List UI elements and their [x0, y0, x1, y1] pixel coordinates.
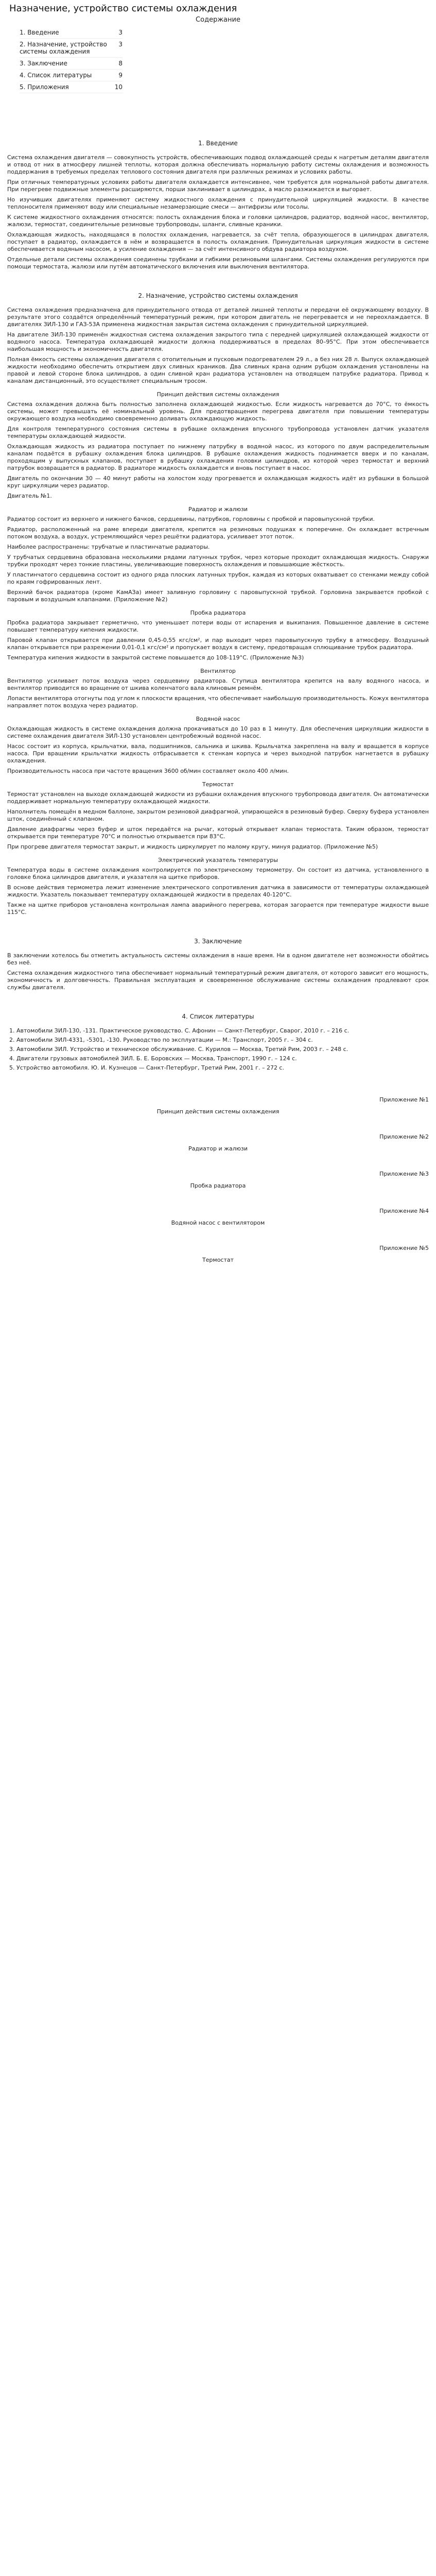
paragraph: Система охлаждения должна быть полностью заполнена охлаждающей жидкостью. Если жидкость нагревается до 70°С, то ёмкость системы, может превышать её номинальный уровень. Для предотвращения перегрева двигателя при повышении температуры окружающего воздуха необходимо своевременно доливать охлаждающую жидкость. — [7, 401, 429, 422]
paragraph: При отличных температурных условиях работы двигателя охлаждается интенсивнее, чем требуется для нормальной работы двигателя. При перегреве подвижные элементы расширяются, порши заклинивает в цилиндрах, а масло разжижается и выгорает. — [7, 179, 429, 193]
toc-item-label: 5. Приложения — [20, 83, 69, 91]
document-title: Назначение, устройство системы охлаждения — [9, 3, 237, 14]
document-page — [0, 3, 436, 2576]
appendix-title: Термостат — [202, 1257, 234, 1263]
subsection-heading: Водяной насос — [196, 716, 240, 722]
reference-item: 4. Двигатели грузовых автомобилей ЗИЛ. Б. Е. Боровских — Москва, Транспорт, 1990 г. – 124 с. — [16, 1055, 429, 1062]
paragraph: Радиатор, расположенный на раме впереди двигателя, крепится на резиновых подушках к поперечине. Он охлаждает встречным потоком воздуха, а воздух, устремляющийся через решётки радиатора, усиливает этот поток. — [7, 526, 429, 540]
paragraph: В заключении хотелось бы отметить актуальность системы охлаждения в наше время. Ни в одном двигателе нет возможности обойтись без неё. — [7, 952, 429, 966]
paragraph: Производительность насоса при частоте вращения 3600 об/мин составляет около 400 л/мин. — [7, 768, 289, 774]
paragraph: Система охлаждения жидкостного типа обеспечивает нормальный температурный режим двигателя, от которого зависит его мощность, экономичность и долговечность. Правильная эксплуатация и своевременное обслуживание системы охлаждения продлевают срок службы двигателя. — [7, 970, 429, 991]
reference-list — [16, 1027, 429, 1072]
paragraph: Паровой клапан открывается при давлении 0,45-0,55 кгс/см², и пар выходит через паровыпускную трубку в атмосферу. Воздушный клапан открывается при разрежении 0,01-0,1 кгс/см² и пропускает воздух в систему, предотвращая сплющивание трубок радиатора. — [7, 637, 429, 651]
toc-item[interactable] — [20, 39, 123, 58]
appendix-title: Водяной насос с вентилятором — [171, 1219, 265, 1226]
appendix-label: Приложение №5 — [379, 1245, 429, 1251]
paragraph: Наиболее распространены: трубчатые и пластинчатые радиаторы. — [7, 544, 210, 550]
paragraph: Двигатель по окончании 30 — 40 минут работы на холостом ходу прогревается и охлаждающая жидкость идёт из рубашки в большой круг циркуляции через радиатор. — [7, 475, 429, 489]
paragraph: Вентилятор усиливает поток воздуха через сердцевину радиатора. Ступица вентилятора крепится на валу водяного насоса, и вентилятор приводится во вращение от шкива коленчатого вала клиновым ремнём. — [7, 677, 429, 691]
paragraph: Лопасти вентилятора отогнуты под углом к плоскости вращения, что обеспечивает наибольшую производительность. Кожух вентилятора направляет поток воздуха через радиатор. — [7, 695, 429, 709]
paragraph: У пластинчатого сердцевина состоит из одного ряда плоских латунных трубок, каждая из которых охватывает со стенками между собой по краям гофрированных лент. — [7, 571, 429, 585]
toc-item-label: 3. Заключение — [20, 60, 67, 67]
toc-item[interactable] — [20, 70, 123, 81]
subsection-heading: Пробка радиатора — [190, 609, 246, 616]
table-of-contents — [20, 27, 123, 93]
reference-item: 1. Автомобили ЗИЛ-130, -131. Практическое руководство. С. Афонин — Санкт-Петербург, Сварог, 2010 г. – 216 с. — [16, 1027, 429, 1035]
toc-item-page: 8 — [118, 60, 123, 67]
paragraph: Температура кипения жидкости в закрытой системе повышается до 108-119°С. (Приложение №3) — [7, 654, 304, 661]
paragraph: Система охлаждения предназначена для принудительного отвода от деталей лишней теплоты и передачи её окружающему воздуху. В результате этого создаётся определённый температурный режим, при котором двигатель не перегревается и не переохлаждается. В двигателях ЗИЛ-130 и ГАЗ-53А применена жидкостная закрытая система охлаждения с принудительной циркуляцией. — [7, 307, 429, 328]
paragraph: Также на щитке приборов установлена контрольная лампа аварийного перегрева, которая загорается при температуре жидкости выше 115°С. — [7, 902, 429, 916]
appendix-label: Приложение №1 — [379, 1096, 429, 1103]
toc-item-label: 4. Список литературы — [20, 72, 92, 79]
appendix-title: Принцип действия системы охлаждения — [156, 1108, 280, 1115]
paragraph: В основе действия термометра лежит изменение электрического сопротивления датчика в зависимости от температуры охлаждающей жидкости. Указатель показывает температуру охлаждающей жидкости в пределах 40-120°С. — [7, 884, 429, 898]
section-title-intro: 1. Введение — [198, 140, 238, 147]
subsection-heading: Вентилятор — [200, 668, 236, 674]
paragraph: К системе жидкостного охлаждения относятся: полость охлаждения блока и головки цилиндров, радиатор, водяной насос, вентилятор, жалюзи, термостат, соединительные резиновые трубопроводы, шланги, сливные краники. — [7, 214, 429, 228]
reference-item: 3. Автомобили ЗИЛ. Устройство и техническое обслуживание. С. Курилов — Москва, Третий Рим, 2003 г. – 248 с. — [16, 1046, 429, 1053]
paragraph: Но изучивших двигателях применяют систему жидкостного охлаждения с принудительной циркуляцией жидкости. В качестве теплоносителя применяют воду или специальные незамерзающие смеси — антифризы или тосолы. — [7, 196, 429, 210]
appendix-label: Приложение №3 — [379, 1171, 429, 1177]
subsection-heading: Радиатор и жалюзи — [188, 506, 248, 513]
section-title-references: 4. Список литературы — [182, 1013, 254, 1020]
reference-item: 5. Устройство автомобиля. Ю. И. Кузнецов — Санкт-Петербург, Третий Рим, 2001 г. – 272 с. — [16, 1064, 429, 1072]
paragraph: Для контроля температурного состояния системы в рубашке охлаждения впускного трубопровода установлен датчик указателя температуры охлаждающей жидкости. — [7, 426, 429, 439]
subsection-heading: Принцип действия системы охлаждения — [156, 391, 280, 398]
paragraph: Наполнитель помещён в медном баллоне, закрытом резиновой диафрагмой, упирающейся в резиновый буфер. Сверху буфера установлен шток, соединённый с клапаном. — [7, 808, 429, 822]
paragraph: Насос состоит из корпуса, крыльчатки, вала, подшипников, сальника и шкива. Крыльчатка закреплена на валу и вращается в корпусе насоса. При вращении крыльчатки жидкость отбрасывается к стенкам корпуса и через выходной патрубок нагнетается в рубашку охлаждения. — [7, 743, 429, 764]
toc-item[interactable] — [20, 58, 123, 70]
appendix-label: Приложение №4 — [379, 1208, 429, 1214]
reference-item: 2. Автомобили ЗИЛ-4331, -5301, -130. Руководство по эксплуатации — М.: Транспорт, 2005 г. – 304 с. — [16, 1037, 429, 1044]
paragraph: Система охлаждения двигателя — совокупность устройств, обеспечивающих подвод охлаждающей среды к нагретым деталям двигателя и отвод от них в атмосферу лишней теплоты, которая должна обеспечивать нормальную работу системы охлаждения и возможность поддержания в требуемых пределах теплового состояния двигателя при различных режимах и условиях работы. — [7, 154, 429, 175]
paragraph: Охлаждающая жидкость в системе охлаждения должна прокачиваться до 10 раз в 1 минуту. Для обеспечения циркуляции жидкости в системе охлаждения двигателя ЗИЛ-130 установлен центробежный водяной насос. — [7, 725, 429, 739]
paragraph: Термостат установлен на выходе охлаждающей жидкости из рубашки охлаждения впускного трубопровода двигателя. Он автоматически поддерживает нормальную температуру охлаждающей жидкости. — [7, 791, 429, 805]
section-title-conclusion: 3. Заключение — [194, 938, 242, 945]
paragraph: Охлаждающая жидкость, находящаяся в полостях охлаждения, нагревается, за счёт тепла, образующегося в цилиндрах двигателя, поступает в радиатор, охлаждается в нём и возвращается в полость охлаждения. Принудительная циркуляция жидкости в системе обеспечивается водяным насосом, а усиление охлаждения — за счёт интенсивного обдува радиатора воздухом. — [7, 231, 429, 252]
paragraph: Двигатель №1. — [7, 493, 52, 499]
toc-item[interactable] — [20, 81, 123, 93]
section-title-purpose: 2. Назначение, устройство системы охлаждения — [138, 292, 298, 299]
toc-item-label: 1. Введение — [20, 29, 59, 36]
toc-item-page: 9 — [118, 72, 123, 79]
toc-item[interactable] — [20, 27, 123, 39]
toc-item-page: 3 — [118, 41, 123, 48]
appendix-label: Приложение №2 — [379, 1133, 429, 1140]
paragraph: Верхний бачок радиатора (кроме КамАЗа) имеет заливную горловину с паровыпускной трубкой. Горловина закрывается пробкой с паровым и воздушным клапанами. (Приложение №2) — [7, 589, 429, 603]
appendices — [7, 1092, 429, 1278]
paragraph: Давление диафрагмы через буфер и шток передаётся на рычаг, который открывает клапан термостата. Таким образом, термостат открывается при температуре 70°С и полностью открывается при 83°С. — [7, 826, 429, 840]
subsection-heading: Термостат — [202, 781, 234, 788]
paragraph: Охлаждающая жидкость из радиатора поступает по нижнему патрубку в водяной насос, из которого по двум распределительным каналам подаётся в рубашку охлаждения блока цилиндров. В рубашке охлаждения жидкость поднимается вверх и по каналам, проходящим у выпускных клапанов, поступает в рубашку охлаждения головки цилиндров, из которой через термостат и верхний патрубок возвращается в радиатор. В радиаторе жидкость охлаждается и вновь поступает в насос. — [7, 443, 429, 471]
paragraph: На двигателе ЗИЛ-130 применён жидкостная система охлаждения закрытого типа с передней циркуляцией охлаждающей жидкости от водяного насоса. Температура охлаждающей жидкости должна поддерживаться в пределах 80–95°С. При этом обеспечивается наибольшая мощность и экономичность двигателя. — [7, 331, 429, 352]
paragraph: Температура воды в системе охлаждения контролируется по электрическому термометру. Он состоит из датчика, установленного в головке блока цилиндров двигателя, и указателя на щитке приборов. — [7, 867, 429, 880]
toc-item-page: 10 — [114, 83, 123, 91]
toc-item-label: 2. Назначение, устройство системы охлаждения — [20, 41, 107, 55]
appendix-title: Пробка радиатора — [190, 1182, 246, 1189]
appendix-title: Радиатор и жалюзи — [188, 1145, 248, 1152]
paragraph: У трубчатых сердцевина образована несколькими рядами латунных трубок, через которые проходит охлаждающая жидкость. Снаружи трубки проходят через тонкие пластины, увеличивающие поверхность охлаждения и повышающие жёсткость. — [7, 554, 429, 568]
paragraph: Отдельные детали системы охлаждения соединены трубками и гибкими резиновыми шлангами. Системы охлаждения регулируются при помощи термостата, жалюзи или путём автоматического включения или выключения вентилятора. — [7, 256, 429, 270]
toc-heading: Содержание — [196, 16, 240, 24]
subsection-heading: Электрический указатель температуры — [158, 857, 278, 863]
toc-item-page: 3 — [118, 29, 123, 36]
paragraph: При прогреве двигателя термостат закрыт, и жидкость циркулирует по малому кругу, минуя радиатор. (Приложение №5) — [7, 843, 378, 850]
paragraph: Пробка радиатора закрывает герметично, что уменьшает потери воды от испарения и выкипания. Повышенное давление в системе повышает температуру кипения жидкости. — [7, 619, 429, 633]
paragraph: Радиатор состоит из верхнего и нижнего бачков, сердцевины, патрубков, горловины с пробкой и паровыпускной трубки. — [7, 516, 375, 522]
paragraph: Полная ёмкость системы охлаждения двигателя с отопительным и пусковым подогревателем 29 л., а без них 28 л. Выпуск охлаждающей жидкости необходимо обеспечить открытием двух сливных краников. Два сливных крана одним рубцом охлаждения установлены на правой и левой стороне блока цилиндров, а один сливной кран радиатора установлен на отводящем патрубке радиатора. Привод к каналам дистанционный, это осуществляет специальным тросом. — [7, 356, 429, 384]
